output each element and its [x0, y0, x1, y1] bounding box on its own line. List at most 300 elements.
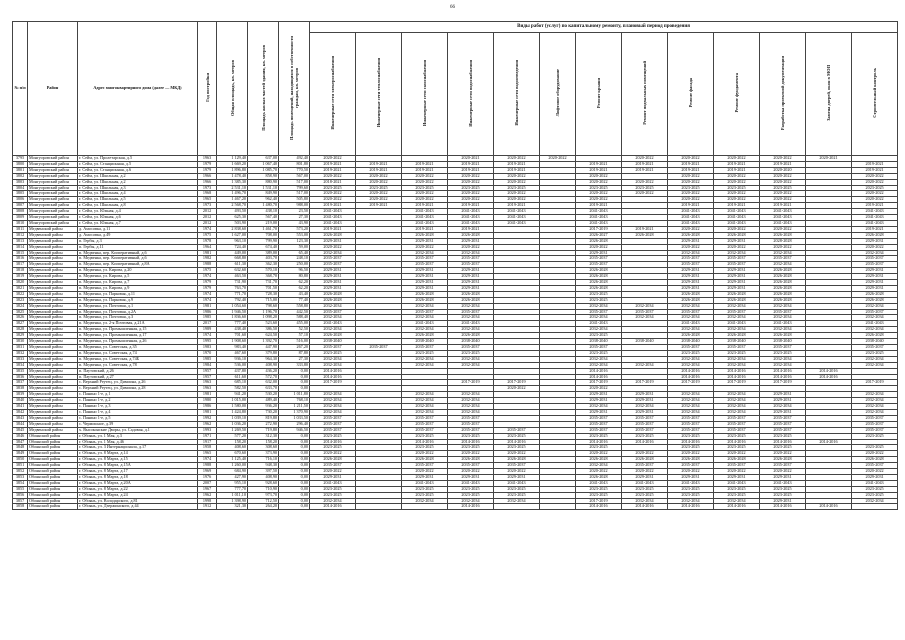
- table-cell: 0,00: [279, 498, 310, 504]
- table-cell: 2014-2016: [494, 439, 540, 445]
- table-cell: 2035-2037: [494, 463, 540, 469]
- header-address: Адрес многоквартирного дома (далее — МКД): [78, 22, 198, 156]
- table-cell: 946,50: [279, 427, 310, 433]
- table-cell: 955,10: [217, 480, 248, 486]
- table-cell: 2014-2016: [448, 439, 494, 445]
- table-cell: г. Сейм, ул. Южная, д.4: [78, 209, 198, 215]
- table-cell: 2032-2034: [310, 250, 356, 256]
- table-cell: 1984: [198, 362, 217, 368]
- table-cell: 2032-2034: [714, 398, 760, 404]
- table-cell: 553,00: [279, 232, 310, 238]
- table-cell: г. Обоянь, ул. Володарского, д.81: [78, 498, 198, 504]
- table-cell: 2032-2034: [852, 398, 898, 404]
- table-cell: 1974: [198, 291, 217, 297]
- table-cell: 463,50: [217, 274, 248, 280]
- table-body: [13, 156, 898, 510]
- table-cell: 2041-2043: [310, 321, 356, 327]
- table-cell: 1981: [198, 392, 217, 398]
- table-cell: 2017-2019: [852, 380, 898, 386]
- table-cell: 2038-2040: [852, 339, 898, 345]
- table-cell: 158,20: [248, 439, 279, 445]
- table-cell: 685,10: [217, 380, 248, 386]
- table-cell: 2026-2027: [576, 232, 622, 238]
- table-cell: 2035-2037: [402, 421, 448, 427]
- table-cell: 2035-2037: [668, 262, 714, 268]
- table-cell: 2032-2034: [310, 327, 356, 333]
- table-cell: 2019-2021: [668, 167, 714, 173]
- table-cell: 2032-2034: [714, 250, 760, 256]
- table-cell: Обоянский район: [28, 451, 78, 457]
- table-cell: 668,80: [217, 256, 248, 262]
- table-cell: 2023-2025: [760, 350, 806, 356]
- table-cell: 2035-2037: [402, 262, 448, 268]
- table-cell: Медвенский район: [28, 268, 78, 274]
- table-cell: 2041-2043: [576, 321, 622, 327]
- table-cell: 1992: [198, 415, 217, 421]
- header-work-type: Лифтовое оборудование: [540, 33, 576, 156]
- table-cell: 3841: [13, 404, 28, 410]
- header-total-area: Общая площадь, кв. метров: [217, 22, 248, 156]
- table-cell: 2020-2022: [668, 244, 714, 250]
- table-cell: 2041-2043: [402, 220, 448, 226]
- table-cell: Медвенский район: [28, 297, 78, 303]
- table-cell: 2014-2016: [806, 368, 852, 374]
- table-cell: 2035-2037: [668, 421, 714, 427]
- table-cell: 2029-2031: [760, 409, 806, 415]
- table-cell: 777,70: [217, 486, 248, 492]
- table-cell: Обоянский район: [28, 498, 78, 504]
- table-cell: 248,10: [279, 256, 310, 262]
- table-cell: 1 896,80: [217, 167, 248, 173]
- table-cell: 2029-2031: [310, 238, 356, 244]
- table-cell: 3838: [13, 386, 28, 392]
- table-cell: 2029-2031: [852, 238, 898, 244]
- table-cell: 2023-2025: [448, 492, 494, 498]
- table-cell: 2032-2034: [852, 303, 898, 309]
- table-cell: 2032-2034: [448, 250, 494, 256]
- table-cell: 2020-2022: [668, 469, 714, 475]
- table-cell: 408,90: [248, 474, 279, 480]
- table-cell: 2038-2040: [714, 339, 760, 345]
- table-cell: 1917: [198, 439, 217, 445]
- table-cell: 1993: [198, 427, 217, 433]
- table-cell: 2023-2025: [494, 433, 540, 439]
- table-cell: 2026-2028: [448, 232, 494, 238]
- table-cell: г. Сейм, ул. Станционная, д.6: [78, 167, 198, 173]
- table-cell: 1982: [198, 256, 217, 262]
- table-cell: 2020-2022: [576, 451, 622, 457]
- table-cell: 3855: [13, 486, 28, 492]
- table-cell: 2023-2025: [576, 297, 622, 303]
- table-cell: 2017-2019: [760, 380, 806, 386]
- table-cell: 2035-2037: [576, 309, 622, 315]
- table-cell: Медвенский район: [28, 291, 78, 297]
- table-cell: Обоянский район: [28, 486, 78, 492]
- header-work-type: Инженерные сети электроснабжения: [310, 33, 356, 156]
- table-cell: 312,30: [248, 433, 279, 439]
- table-cell: 2019-2021: [310, 226, 356, 232]
- table-cell: 2026-2028: [576, 268, 622, 274]
- table-cell: Медвенский район: [28, 232, 78, 238]
- table-cell: 1965: [198, 197, 217, 203]
- table-cell: 1 011,10: [217, 492, 248, 498]
- table-cell: 2020-2022: [760, 191, 806, 197]
- table-cell: 3818: [13, 268, 28, 274]
- table-cell: Монгуоровский район: [28, 185, 78, 191]
- table-cell: 2029-2031: [714, 280, 760, 286]
- table-cell: 2026-2028: [668, 297, 714, 303]
- table-cell: 2035-2037: [402, 415, 448, 421]
- table-cell: 701,50: [248, 285, 279, 291]
- table-cell: 2038-2040: [760, 339, 806, 345]
- table-cell: 2023-2025: [576, 333, 622, 339]
- table-cell: п. Гербы, д.11: [78, 244, 198, 250]
- table-cell: 2020-2022: [310, 244, 356, 250]
- table-cell: 2032-2034: [714, 356, 760, 362]
- table-cell: 2019-2021: [494, 167, 540, 173]
- table-cell: 2026-2028: [402, 333, 448, 339]
- table-cell: г. Обоянь, ул. 8 Марта, д.24: [78, 492, 198, 498]
- table-cell: 2032-2034: [760, 303, 806, 309]
- table-cell: 2026-2028: [668, 291, 714, 297]
- table-cell: 2041-2043: [310, 215, 356, 221]
- table-cell: 1 946,50: [217, 309, 248, 315]
- table-cell: 368,70: [248, 274, 279, 280]
- table-cell: 0,00: [279, 433, 310, 439]
- table-cell: 2029-2031: [852, 268, 898, 274]
- table-cell: 1974: [198, 457, 217, 463]
- table-cell: 2029-2031: [852, 280, 898, 286]
- table-cell: 2029-2031: [760, 398, 806, 404]
- table-cell: 2023-2025: [622, 185, 668, 191]
- table-cell: 624,50: [248, 333, 279, 339]
- table-cell: 2032-2034: [714, 392, 760, 398]
- table-cell: 2032-2034: [310, 315, 356, 321]
- table-cell: 798,60: [248, 303, 279, 309]
- table-cell: 2020-2022: [494, 386, 540, 392]
- table-cell: 3824: [13, 303, 28, 309]
- table-cell: Медвенский район: [28, 256, 78, 262]
- page-number: 66: [450, 5, 455, 10]
- table-cell: 43,90: [279, 220, 310, 226]
- table-cell: 2020-2022: [622, 156, 668, 162]
- table-cell: 1974: [198, 333, 217, 339]
- table-cell: 517,00: [279, 179, 310, 185]
- table-cell: 2041-2043: [494, 220, 540, 226]
- table-cell: Медвенский район: [28, 244, 78, 250]
- header-work-type: Инженерные сети газоснабжения: [402, 33, 448, 156]
- table-cell: 2035-2037: [576, 421, 622, 427]
- table-cell: 880,90: [248, 179, 279, 185]
- table-cell: 23,50: [279, 209, 310, 215]
- table-cell: 730,20: [248, 409, 279, 415]
- table-cell: 792,40: [217, 297, 248, 303]
- table-cell: 2014-2016: [806, 439, 852, 445]
- table-cell: 2032-2034: [714, 498, 760, 504]
- table-cell: 1 054,60: [217, 303, 248, 309]
- table-cell: 2041-2043: [576, 215, 622, 221]
- table-cell: 437,80: [217, 368, 248, 374]
- table-cell: 2035-2037: [448, 421, 494, 427]
- table-cell: 389,00: [248, 250, 279, 256]
- table-cell: 2032-2034: [310, 303, 356, 309]
- table-cell: 2020-2022: [494, 173, 540, 179]
- table-cell: 2035-2037: [310, 415, 356, 421]
- table-cell: 2023-2025: [494, 486, 540, 492]
- table-cell: 2032-2034: [576, 404, 622, 410]
- table-cell: 2032-2034: [668, 303, 714, 309]
- table-cell: 2032-2034: [852, 327, 898, 333]
- table-cell: 2041-2043: [494, 480, 540, 486]
- table-cell: 2035-2037: [714, 256, 760, 262]
- table-cell: Монгуоровский район: [28, 197, 78, 203]
- table-cell: 2032-2034: [448, 392, 494, 398]
- table-cell: 2026-2028: [310, 232, 356, 238]
- table-cell: 2020-2022: [760, 469, 806, 475]
- table-cell: 0,00: [279, 474, 310, 480]
- table-cell: 2035-2037: [402, 345, 448, 351]
- table-cell: 3849: [13, 451, 28, 457]
- table-cell: 158,20: [217, 439, 248, 445]
- table-cell: 2035-2037: [668, 345, 714, 351]
- table-cell: п. Медвенка, ул. Кирова, д.9: [78, 285, 198, 291]
- header-work-type: Разработка проектной документации: [760, 33, 806, 156]
- table-cell: 1 467,20: [217, 197, 248, 203]
- table-cell: 2019-2021: [760, 161, 806, 167]
- table-cell: 1 627,00: [217, 232, 248, 238]
- table-cell: 2023-2025: [494, 492, 540, 498]
- table-cell: 2020-2022: [622, 451, 668, 457]
- table-cell: 2019-2021: [448, 167, 494, 173]
- table-cell: 3848: [13, 445, 28, 451]
- table-cell: 2023-2025: [310, 445, 356, 451]
- table-cell: 2019-2021: [356, 167, 402, 173]
- table-cell: 3802: [13, 173, 28, 179]
- table-cell: 2020-2022: [760, 451, 806, 457]
- table-cell: с. Панино 1-е, д.5: [78, 415, 198, 421]
- table-cell: 3815: [13, 250, 28, 256]
- table-cell: 1975: [198, 232, 217, 238]
- table-cell: 1981: [198, 303, 217, 309]
- table-cell: 1986: [198, 404, 217, 410]
- table-cell: 2032-2034: [402, 362, 448, 368]
- table-cell: 308,60: [248, 445, 279, 451]
- table-cell: 530,20: [248, 392, 279, 398]
- table-cell: п. Медвенка, ул. Кирова, д.20: [78, 268, 198, 274]
- table-cell: 2032-2034: [714, 409, 760, 415]
- table-cell: 397,50: [248, 469, 279, 475]
- table-cell: 2023-2025: [448, 486, 494, 492]
- table-cell: 2032-2034: [760, 327, 806, 333]
- table-cell: 2020-2022: [310, 451, 356, 457]
- table-cell: 715,00: [248, 297, 279, 303]
- table-cell: 611,30: [217, 262, 248, 268]
- table-cell: 2026-2028: [402, 457, 448, 463]
- table-cell: 57,10: [279, 333, 310, 339]
- table-cell: 684,90: [217, 469, 248, 475]
- table-cell: 2020-2022: [494, 197, 540, 203]
- table-cell: 2032-2034: [402, 498, 448, 504]
- table-cell: 2026-2028: [576, 280, 622, 286]
- table-cell: 2020-2022: [852, 451, 898, 457]
- table-cell: 2023-2025: [310, 486, 356, 492]
- table-cell: 1962: [198, 492, 217, 498]
- table-cell: 449,00: [217, 250, 248, 256]
- table-cell: Монгуоровский район: [28, 191, 78, 197]
- table-cell: п. Медвенка, ул. Промышленная, д.15: [78, 327, 198, 333]
- table-cell: 2020-2022: [356, 179, 402, 185]
- table-cell: п. Медвенка, пер. Кооперативный, д.6: [78, 250, 198, 256]
- table-cell: 1 480,70: [248, 203, 279, 209]
- table-cell: 2014-2016: [668, 374, 714, 380]
- table-cell: 2017-2019: [494, 380, 540, 386]
- table-cell: 2019-2021: [852, 167, 898, 173]
- table-cell: 2020-2022: [668, 179, 714, 185]
- table-cell: 77,40: [279, 297, 310, 303]
- table-cell: 3847: [13, 439, 28, 445]
- table-cell: 2041-2043: [668, 321, 714, 327]
- table-cell: 2020-2022: [310, 469, 356, 475]
- table-cell: Монгуоровский район: [28, 215, 78, 221]
- table-cell: Обоянский район: [28, 433, 78, 439]
- table-cell: Медвенский район: [28, 386, 78, 392]
- table-cell: 2023-2025: [714, 486, 760, 492]
- table-cell: 2032-2034: [402, 356, 448, 362]
- table-cell: 2023-2025: [448, 185, 494, 191]
- table-cell: 2014-2016: [448, 504, 494, 510]
- table-cell: 2029-2031: [622, 474, 668, 480]
- table-cell: 250,00: [279, 262, 310, 268]
- table-cell: 2019-2021: [310, 167, 356, 173]
- table-cell: 523,60: [248, 321, 279, 327]
- table-cell: 2023-2025: [576, 185, 622, 191]
- table-cell: 2041-2043: [760, 220, 806, 226]
- table-cell: 2035-2037: [852, 309, 898, 315]
- table-cell: 2029-2031: [310, 268, 356, 274]
- table-cell: 2029-2031: [448, 238, 494, 244]
- table-cell: 467,60: [217, 350, 248, 356]
- table-cell: 373,90: [248, 451, 279, 457]
- table-cell: 43,40: [279, 291, 310, 297]
- table-cell: 2019-2021: [356, 203, 402, 209]
- table-cell: 2020-2022: [448, 173, 494, 179]
- table-cell: 3833: [13, 356, 28, 362]
- table-cell: 3810: [13, 220, 28, 226]
- table-cell: 2014-2016: [576, 504, 622, 510]
- table-cell: 2026-2028: [576, 238, 622, 244]
- table-cell: 2020-2022: [356, 173, 402, 179]
- table-cell: Медвенский район: [28, 409, 78, 415]
- table-cell: 2026-2028: [576, 474, 622, 480]
- header-owner-area: Площадь помещений, находящихся в собственности граждан, кв. метров: [279, 22, 310, 156]
- table-cell: 2041-2043: [310, 220, 356, 226]
- table-cell: 2032-2034: [852, 315, 898, 321]
- table-cell: п. Медвенка, ул. Промышленная, д.17: [78, 333, 198, 339]
- table-cell: п. Медвенка, ул. 2-я Почтовая, д.21А: [78, 321, 198, 327]
- table-cell: 3820: [13, 280, 28, 286]
- table-cell: 1 531,10: [248, 185, 279, 191]
- table-cell: 2019-2021: [852, 226, 898, 232]
- table-cell: 2041-2043: [668, 480, 714, 486]
- table-cell: 2020-2022: [668, 156, 714, 162]
- table-cell: 2041-2043: [576, 220, 622, 226]
- table-cell: Медвенский район: [28, 321, 78, 327]
- table-cell: 27,30: [279, 215, 310, 221]
- table-cell: 2017-2019: [576, 498, 622, 504]
- table-cell: 2019-2021: [448, 161, 494, 167]
- table-cell: 2032-2034: [310, 362, 356, 368]
- table-cell: 2032-2034: [310, 356, 356, 362]
- table-cell: Обоянский район: [28, 445, 78, 451]
- table-cell: Медвенский район: [28, 327, 78, 333]
- table-cell: 2032-2034: [494, 498, 540, 504]
- table-cell: 2032-2034: [310, 392, 356, 398]
- table-cell: 2023-2025: [356, 185, 402, 191]
- table-cell: 2041-2043: [760, 215, 806, 221]
- table-cell: 427,90: [217, 474, 248, 480]
- table-cell: 2032-2034: [448, 498, 494, 504]
- table-cell: Медвенский район: [28, 404, 78, 410]
- table-cell: 1983: [198, 345, 217, 351]
- table-cell: 2026-2028: [668, 457, 714, 463]
- table-cell: 2020-2022: [310, 191, 356, 197]
- table-cell: 2032-2034: [760, 315, 806, 321]
- table-cell: 2035-2037: [576, 345, 622, 351]
- table-cell: 1981: [198, 409, 217, 415]
- table-cell: 2019-2021: [356, 161, 402, 167]
- table-cell: Медвенский район: [28, 356, 78, 362]
- table-cell: 777,40: [217, 321, 248, 327]
- table-cell: г. Сейм, ул. Школьная, д.2: [78, 179, 198, 185]
- table-cell: 2029-2031: [310, 274, 356, 280]
- table-cell: 2035-2037: [668, 415, 714, 421]
- table-cell: 0,00: [279, 439, 310, 445]
- table-cell: 1979: [198, 161, 217, 167]
- table-cell: 2019-2021: [576, 203, 622, 209]
- table-cell: 2041-2043: [668, 220, 714, 226]
- table-cell: г. Обоянь, ул. 3 Интернационала, д.17: [78, 445, 198, 451]
- table-cell: 2026-2028: [852, 232, 898, 238]
- table-cell: Медвенский район: [28, 315, 78, 321]
- table-cell: 3811: [13, 226, 28, 232]
- table-cell: 2023-2025: [622, 433, 668, 439]
- table-cell: 2020-2022: [852, 191, 898, 197]
- table-cell: 2014-2016: [806, 504, 852, 510]
- table-cell: 2026-2028: [760, 232, 806, 238]
- table-cell: 2041-2043: [852, 215, 898, 221]
- table-cell: 3850: [13, 457, 28, 463]
- table-cell: 2035-2037: [622, 427, 668, 433]
- table-cell: Медвенский район: [28, 380, 78, 386]
- table-cell: 2029-2031: [668, 274, 714, 280]
- table-cell: 2023-2025: [576, 445, 622, 451]
- table-cell: 1 424,80: [217, 409, 248, 415]
- table-cell: Медвенский район: [28, 421, 78, 427]
- table-cell: 941,20: [217, 392, 248, 398]
- table-cell: 1 496,70: [217, 191, 248, 197]
- table-cell: 2029-2031: [760, 392, 806, 398]
- table-cell: 2020-2021: [448, 156, 494, 162]
- table-cell: 2012: [198, 215, 217, 221]
- table-cell: 633,70: [248, 386, 279, 392]
- header-work-type: Ремонт фасада: [668, 33, 714, 156]
- header-district: Район: [28, 22, 78, 156]
- table-cell: 573,20: [279, 226, 310, 232]
- table-cell: п. Паутовский, д.27: [78, 374, 198, 380]
- table-cell: 272,90: [248, 421, 279, 427]
- table-cell: 2032-2034: [714, 362, 760, 368]
- table-cell: 2035-2037: [402, 463, 448, 469]
